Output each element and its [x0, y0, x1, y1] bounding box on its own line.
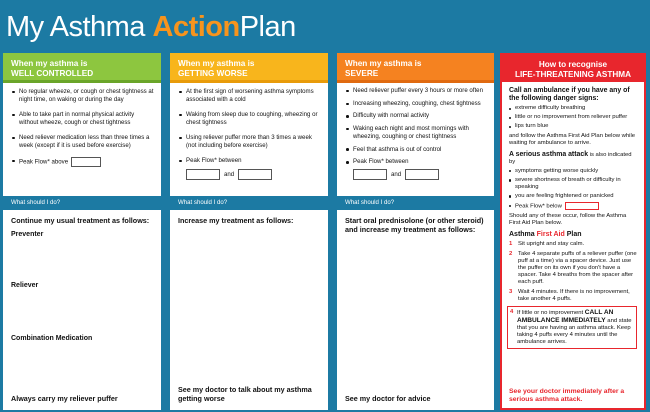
- list-item: severe shortness of breath or difficulty in speaking: [509, 177, 637, 191]
- list-item: Increasing wheezing, coughing, chest tightness: [346, 100, 488, 108]
- and-label: and: [224, 171, 235, 179]
- list-item: extreme difficulty breathing: [509, 105, 637, 112]
- peak-flow-range: [170, 169, 328, 180]
- list-item: At the first sign of worsening asthma symptoms associated with a cold: [179, 88, 322, 103]
- peak-flow-input[interactable]: [71, 157, 101, 167]
- preventer-label: Preventer: [11, 231, 44, 238]
- action-area: [170, 210, 328, 410]
- header-line-1: When my asthma is: [11, 59, 88, 68]
- peak-flow-range: [337, 169, 494, 180]
- list-item: lips turn blue: [509, 123, 637, 130]
- header-line-1: How to recognise: [538, 60, 608, 69]
- list-item: Able to take part in normal physical activity without wheeze, cough or chest tightness: [12, 111, 155, 126]
- action-heading: Start oral prednisolone (or other steroid) and increase my treatment as follows:: [345, 216, 484, 234]
- column-header: [170, 53, 328, 80]
- action-heading: Continue my usual treatment as follows:: [11, 216, 150, 225]
- list-item: Using reliever puffer more than 3 times a week (not including before exercise): [179, 134, 322, 149]
- fa-title-red: First Aid: [536, 230, 565, 238]
- peak-flow-item: [509, 202, 637, 211]
- peak-flow-input[interactable]: [565, 202, 599, 210]
- symptom-list: [170, 83, 328, 164]
- first-aid-step-4: [507, 306, 637, 349]
- step-text: Sit upright and stay calm.: [518, 240, 585, 247]
- list-item: Need reliever puffer every 3 hours or more often: [346, 87, 488, 95]
- peak-flow-item: [12, 157, 155, 167]
- what-should-i-do-bar: What should I do?: [337, 196, 494, 210]
- column-footer: See your doctor immediately after a serious asthma attack.: [509, 388, 625, 403]
- list-item: little or no improvement from reliever puffer: [509, 114, 637, 121]
- list-item: you are feeling frightened or panicked: [509, 193, 637, 200]
- peak-flow-label: Peak Flow* below: [515, 203, 562, 210]
- header-line-1: When my asthma is: [178, 59, 255, 68]
- danger-lead: Call an ambulance if you have any of the following danger signs:: [509, 87, 630, 102]
- fa-title-pre: Asthma: [509, 230, 537, 238]
- step-number: 1: [509, 240, 513, 247]
- list-item: Need reliever medication less than three times a week (except if it is used before exercise): [12, 134, 155, 149]
- reliever-label: Reliever: [11, 282, 39, 289]
- peak-flow-label: Peak Flow* above: [19, 158, 69, 166]
- column-severe: [337, 53, 494, 410]
- peak-flow-item: Peak Flow* between: [346, 158, 488, 166]
- serious-sign-list: [509, 168, 637, 211]
- step-text: and state that you are having an asthma attack. Keep taking 4 puffs every 4 minutes until the ambulance arrives.: [517, 317, 632, 345]
- first-aid-step: [509, 251, 637, 286]
- title-action-word: Action: [152, 11, 240, 43]
- column-life-threatening: [500, 53, 646, 410]
- step-text: Take 4 separate puffs of a reliever puffer (one puff at a time) via a spacer device. Just use the puffer on its own if you don't have a spacer. Take 4 breaths from the spacer after each puff.: [518, 250, 637, 285]
- danger-sign-list: [509, 105, 637, 130]
- action-area: [337, 210, 494, 410]
- title-plan-word: Plan: [239, 11, 296, 43]
- what-should-i-do-bar: What should I do?: [170, 196, 328, 210]
- header-line-2: LIFE-THREATENING ASTHMA: [515, 69, 631, 79]
- list-item: Feel that asthma is out of control: [346, 146, 488, 154]
- list-item: Waking from sleep due to coughing, wheezing or chest tightness: [179, 111, 322, 126]
- column-footer: Always carry my reliever puffer: [11, 394, 118, 403]
- column-footer: See my doctor to talk about my asthma getting worse: [178, 385, 312, 403]
- first-aid-title: [509, 231, 637, 238]
- step-number: 3: [509, 288, 513, 295]
- list-item: Difficulty with normal activity: [346, 112, 488, 120]
- fa-title-post: Plan: [564, 230, 582, 238]
- serious-attack-heading: A serious asthma attack: [509, 150, 589, 158]
- step-text: If little or no improvement: [517, 309, 585, 316]
- peak-flow-item: Peak Flow* between: [179, 157, 322, 165]
- header-line-2: GETTING WORSE: [178, 68, 248, 78]
- follow-instructions: and follow the Asthma First Aid Plan below while waiting for ambulance to arrive.: [509, 132, 636, 146]
- symptom-list: [3, 83, 161, 167]
- column-header: [502, 55, 644, 82]
- first-aid-step: [509, 289, 637, 303]
- header-line-2: SEVERE: [345, 68, 379, 78]
- peak-flow-high-input[interactable]: [405, 169, 439, 180]
- peak-flow-low-input[interactable]: [353, 169, 387, 180]
- action-area: [3, 210, 161, 410]
- header-line-1: When my asthma is: [345, 59, 422, 68]
- list-item: No regular wheeze, or cough or chest tightness at night time, on waking or during the day: [12, 88, 155, 103]
- first-aid-steps: [509, 241, 637, 303]
- peak-flow-high-input[interactable]: [238, 169, 272, 180]
- title-text: My Asthma: [6, 11, 153, 43]
- combination-label: Combination Medication: [11, 335, 93, 342]
- serious-attack-intro: [509, 151, 637, 166]
- first-aid-step: [509, 241, 637, 248]
- what-should-i-do-bar: What should I do?: [3, 196, 161, 210]
- column-well-controlled: [3, 53, 161, 410]
- action-heading: Increase my treatment as follows:: [178, 216, 294, 225]
- list-item: Waking each night and most mornings with wheezing, coughing or chest tightness: [346, 125, 488, 140]
- peak-flow-low-input[interactable]: [186, 169, 220, 180]
- call-ambulance-text: CALL AN AMBULANCE IMMEDIATELY: [517, 308, 614, 324]
- life-threatening-content: [502, 82, 644, 349]
- page-title: [6, 8, 296, 46]
- column-getting-worse: [170, 53, 328, 410]
- step-number: 4: [510, 308, 514, 315]
- column-footer: See my doctor for advice: [345, 394, 431, 403]
- step-number: 2: [509, 250, 513, 257]
- serious-attack-rest: is also indicated by: [509, 151, 632, 165]
- list-item: symptoms getting worse quickly: [509, 168, 637, 175]
- column-header: [337, 53, 494, 80]
- header-line-2: WELL CONTROLLED: [11, 68, 94, 78]
- should-any-note: Should any of these occur, follow the Asthma First Aid Plan below.: [509, 212, 627, 226]
- column-header: [3, 53, 161, 80]
- symptom-list: [337, 83, 494, 166]
- step-text: Wait 4 minutes. If there is no improvement, take another 4 puffs.: [518, 288, 630, 302]
- and-label: and: [391, 170, 402, 178]
